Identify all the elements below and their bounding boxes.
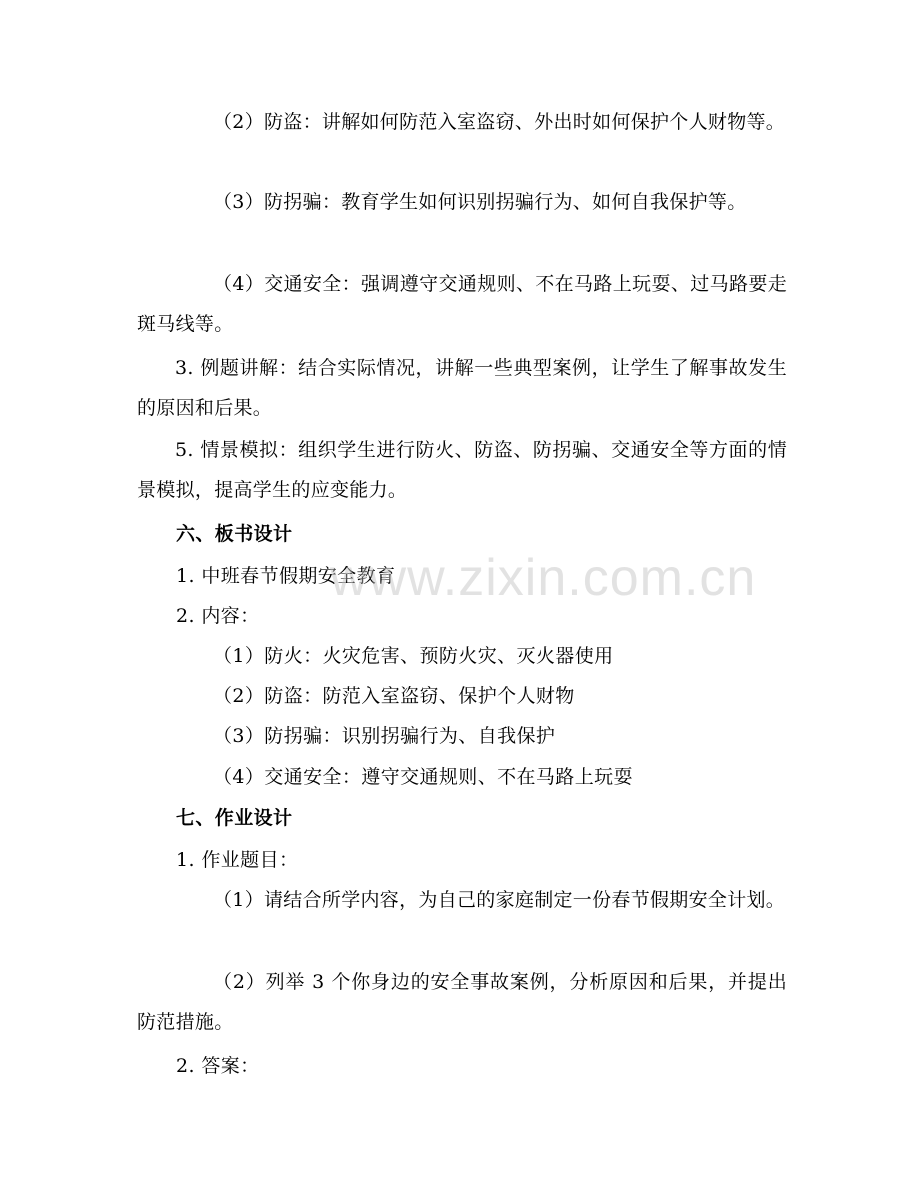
homework-subitem-2: （2）列举 3 个你身边的安全事故案例，分析原因和后果，并提出防范措施。 <box>137 971 787 1033</box>
paragraph-anti-theft: （2）防盗：讲解如何防范入室盗窃、外出时如何保护个人财物等。 <box>213 111 786 133</box>
blackboard-item-2: 2. 内容： <box>176 605 260 627</box>
paragraph-scenario-simulation: 5. 情景模拟：组织学生进行防火、防盗、防拐骗、交通安全等方面的情景模拟，提高学生的应变能力。 <box>137 439 787 501</box>
blackboard-subitem-traffic: （4）交通安全：遵守交通规则、不在马路上玩耍 <box>213 766 633 788</box>
paragraph-traffic-safety: （4）交通安全：强调遵守交通规则、不在马路上玩耍、过马路要走斑马线等。 <box>137 273 787 335</box>
blackboard-subitem-abduction: （3）防拐骗：识别拐骗行为、自我保护 <box>213 725 556 747</box>
section-heading-blackboard-design: 六、板书设计 <box>176 523 293 545</box>
blackboard-subitem-theft: （2）防盗：防范入室盗窃、保护个人财物 <box>213 685 575 707</box>
section-heading-homework-design: 七、作业设计 <box>176 807 293 829</box>
homework-item-1: 1. 作业题目： <box>176 849 299 871</box>
watermark: www.zixin.com.cn <box>330 549 757 607</box>
homework-subitem-1: （1）请结合所学内容，为自己的家庭制定一份春节假期安全计划。 <box>213 889 786 911</box>
paragraph-example-explanation: 3. 例题讲解：结合实际情况，讲解一些典型案例，让学生了解事故发生的原因和后果。 <box>137 357 787 419</box>
paragraph-anti-abduction: （3）防拐骗：教育学生如何识别拐骗行为、如何自我保护等。 <box>213 191 747 213</box>
blackboard-subitem-fire: （1）防火：火灾危害、预防火灾、灭火器使用 <box>213 645 614 667</box>
blackboard-item-1: 1. 中班春节假期安全教育 <box>176 565 396 587</box>
homework-item-2: 2. 答案： <box>176 1055 260 1077</box>
